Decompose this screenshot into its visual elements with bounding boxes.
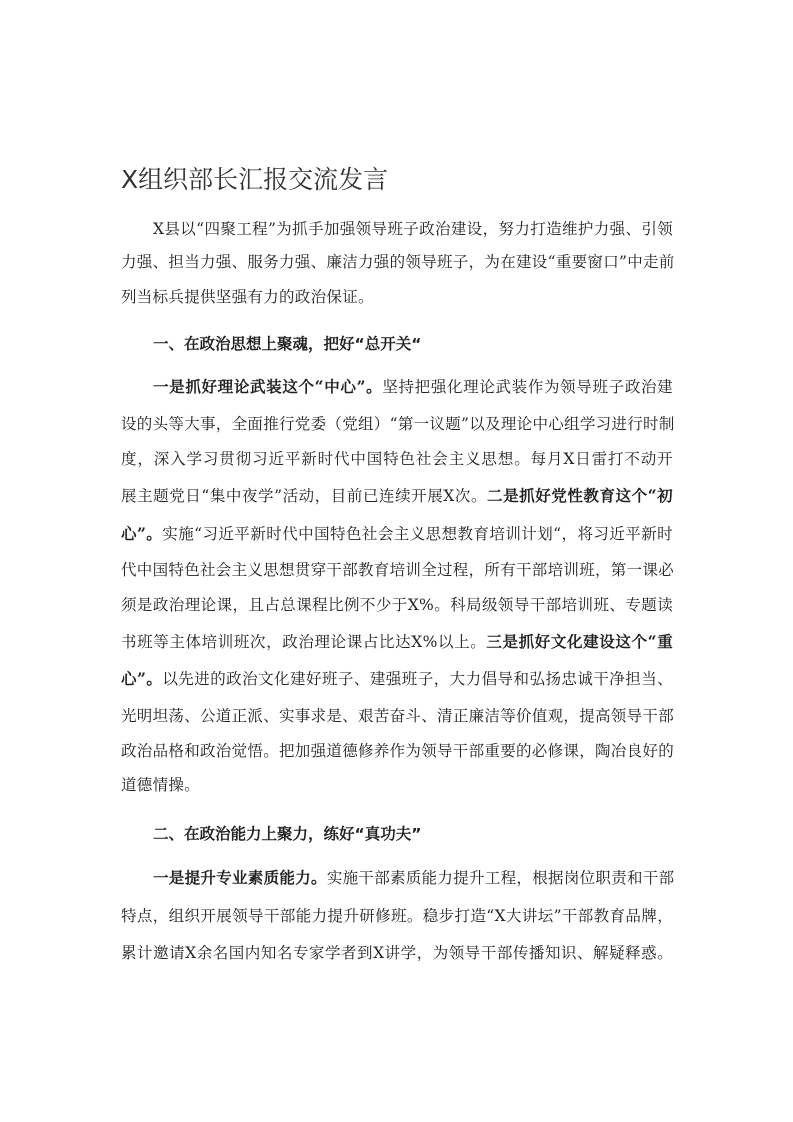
section-1-line: 光明坦荡、公道正派、实事求是、艰苦奋斗、清正廉洁等价值观，提高领导干部 <box>121 707 675 725</box>
section-1-line <box>121 522 673 544</box>
section-1-line: 道德情操。 <box>121 776 201 794</box>
section-1-heading: 一、在政治思想上聚魂，把好“总开关“ <box>153 335 422 353</box>
intro-line-1: X县以“四聚工程”为抓手加强领导班子政治建设，努力打造维护力强、引领 <box>153 220 673 238</box>
section-1-line <box>121 630 673 652</box>
intro-line-3: 列当标兵提供坚强有力的政治保证。 <box>121 288 374 306</box>
section-1-line <box>121 667 673 689</box>
section-1-line: 度，深入学习贯彻习近平新时代中国特色社会主义思想。每月X日雷打不动开 <box>121 450 673 468</box>
line-text: 展主题党日“集中夜学”活动，目前已连续开展X次。 <box>121 487 488 505</box>
section-1-line: 代中国特色社会主义思想贯穿干部教育培训全过程，所有干部培训班，第一课必 <box>121 561 675 579</box>
intro-line-2: 力强、担当力强、服务力强、廉洁力强的领导班子，为在建设“重要窗口”中走前 <box>121 253 675 271</box>
line-text: 坚持把强化理论武装作为领导班子政治建 <box>382 378 673 396</box>
bold-tail: 三是抓好文化建设这个“重 <box>486 632 673 651</box>
bold-lead: 一是提升专业素质能力。 <box>153 868 327 887</box>
section-1-line: 政治品格和政治觉悟。把加强道德修养作为领导干部重要的必修课，陶冶良好的 <box>121 742 675 760</box>
bold-tail: 二是抓好党性教育这个“初 <box>487 486 673 505</box>
section-1-line <box>153 375 673 397</box>
section-2-line <box>153 866 673 888</box>
line-text: 实施干部素质能力提升工程，根据岗位职责和干部 <box>326 869 675 887</box>
section-1-line <box>121 484 673 506</box>
bold-lead: 心”。 <box>121 524 163 543</box>
bold-lead: 一是抓好理论武装这个“中心”。 <box>153 377 383 396</box>
section-2-line: 累计邀请X余名国内知名专家学者到X讲学，为领导干部传播知识、解疑释惑。 <box>121 944 673 962</box>
section-1-line: 设的头等大事，全面推行党委（党组）“第一议题”以及理论中心组学习进行时制 <box>121 415 675 433</box>
document-title: X组织部长汇报交流发言 <box>121 165 389 194</box>
section-2-line: 特点，组织开展领导干部能力提升研修班。稳步打造“X大讲坛”干部教育品牌， <box>121 907 673 925</box>
line-text: 书班等主体培训班次，政治理论课占比达X%以上。 <box>121 633 487 651</box>
bold-lead: 心”。 <box>121 669 163 688</box>
section-2-heading: 二、在政治能力上聚力，练好“真功夫” <box>153 825 422 843</box>
line-text: 实施“习近平新时代中国特色社会主义思想教育培训计划“，将习近平新时 <box>162 525 673 543</box>
section-1-line: 须是政治理论课，且占总课程比例不少于X%。科局级领导干部培训班、专题读 <box>121 596 673 614</box>
line-text: 以先进的政治文化建好班子、建强班子，大力倡导和弘扬忠诚干净担当、 <box>162 670 673 688</box>
